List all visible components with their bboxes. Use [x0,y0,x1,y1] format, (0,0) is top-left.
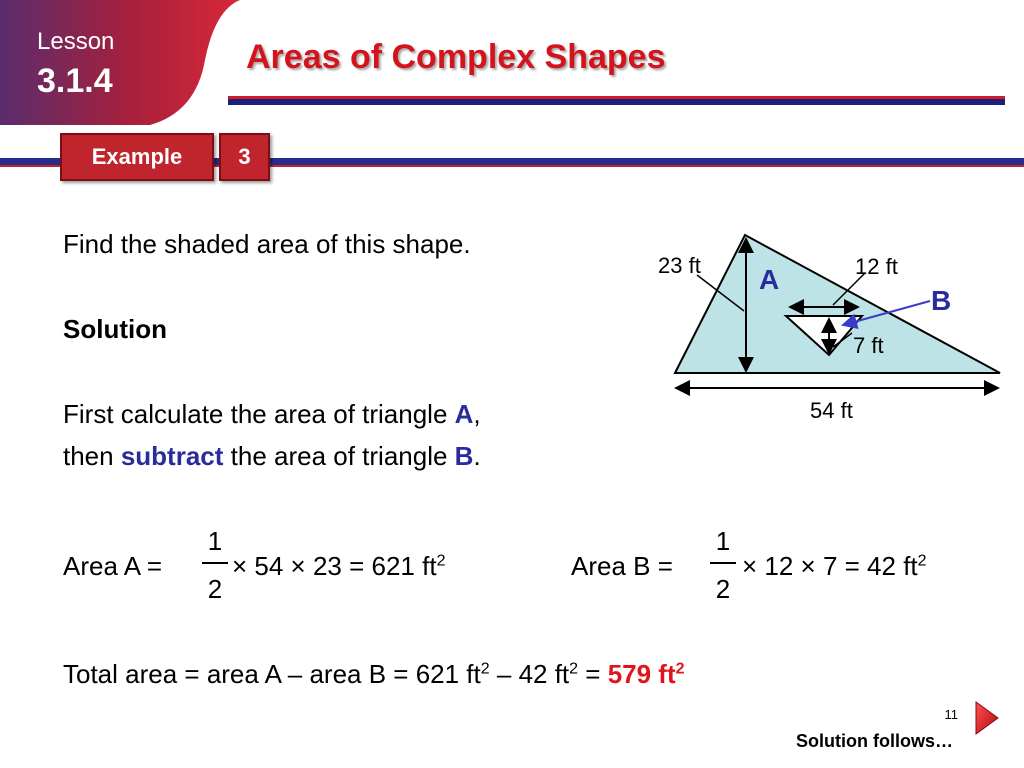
total-answer [608,659,685,689]
height-a-label: 23 ft [658,253,701,278]
area-b-fraction-bar [710,562,736,564]
next-arrow-icon[interactable] [974,700,1000,736]
step2-middle: the area of triangle [223,441,455,471]
total-exp-2: 2 [569,660,579,678]
area-a-label: Area A = [63,551,163,581]
base-b-label: 12 ft [855,254,898,279]
area-b-expression [742,551,927,582]
total-area-line [63,659,685,690]
solution-step-1 [63,399,481,430]
step1-suffix: , [473,399,481,429]
area-b-numerator: 1 [715,526,731,556]
total-part-1: Total area = area A – area B = 621 ft [63,659,481,689]
triangle-a [675,235,1000,373]
solution-follows-link[interactable]: Solution follows… [796,731,953,751]
title-underline [228,99,1005,105]
solution-step-2 [63,441,481,472]
height-b-label: 7 ft [853,333,884,358]
page-number: 11 [944,707,958,722]
area-b-label: Area B = [571,551,673,581]
area-b-exponent: 2 [917,552,927,570]
step2-triangle-label: B [454,441,474,471]
lesson-number: 3.1.4 [37,62,113,100]
page-title: Areas of Complex Shapes [246,38,666,76]
step1-prefix: First calculate the area of triangle [63,399,455,429]
lesson-badge-background [0,0,240,125]
area-a-expression [232,551,445,582]
example-number-tab: 3 [219,133,270,181]
area-a-fraction-bar [202,562,228,564]
step1-triangle-label: A [454,399,474,429]
example-tab: Example [60,133,214,181]
solution-heading: Solution [63,314,167,344]
total-part-2: – 42 ft [489,659,570,689]
base-a-label: 54 ft [810,398,853,423]
problem-prompt: Find the shaded area of this shape. [63,229,471,259]
area-b-expression-text: × 12 × 7 = 42 ft [742,551,918,581]
total-answer-exponent: 2 [675,660,685,678]
area-a-denominator: 2 [207,574,223,604]
step2-suffix: . [473,441,481,471]
triangle-b-label: B [931,285,952,316]
step2-prefix: then [63,441,121,471]
area-a-exponent: 2 [436,552,446,570]
area-a-expression-text: × 54 × 23 = 621 ft [232,551,437,581]
lesson-label: Lesson [37,28,115,55]
step2-verb: subtract [120,441,224,471]
total-part-3: = [578,659,608,689]
triangle-a-label: A [759,264,780,295]
area-a-numerator: 1 [207,526,223,556]
total-answer-text: 579 ft [607,659,676,689]
total-exp-1: 2 [480,660,490,678]
area-b-denominator: 2 [715,574,731,604]
